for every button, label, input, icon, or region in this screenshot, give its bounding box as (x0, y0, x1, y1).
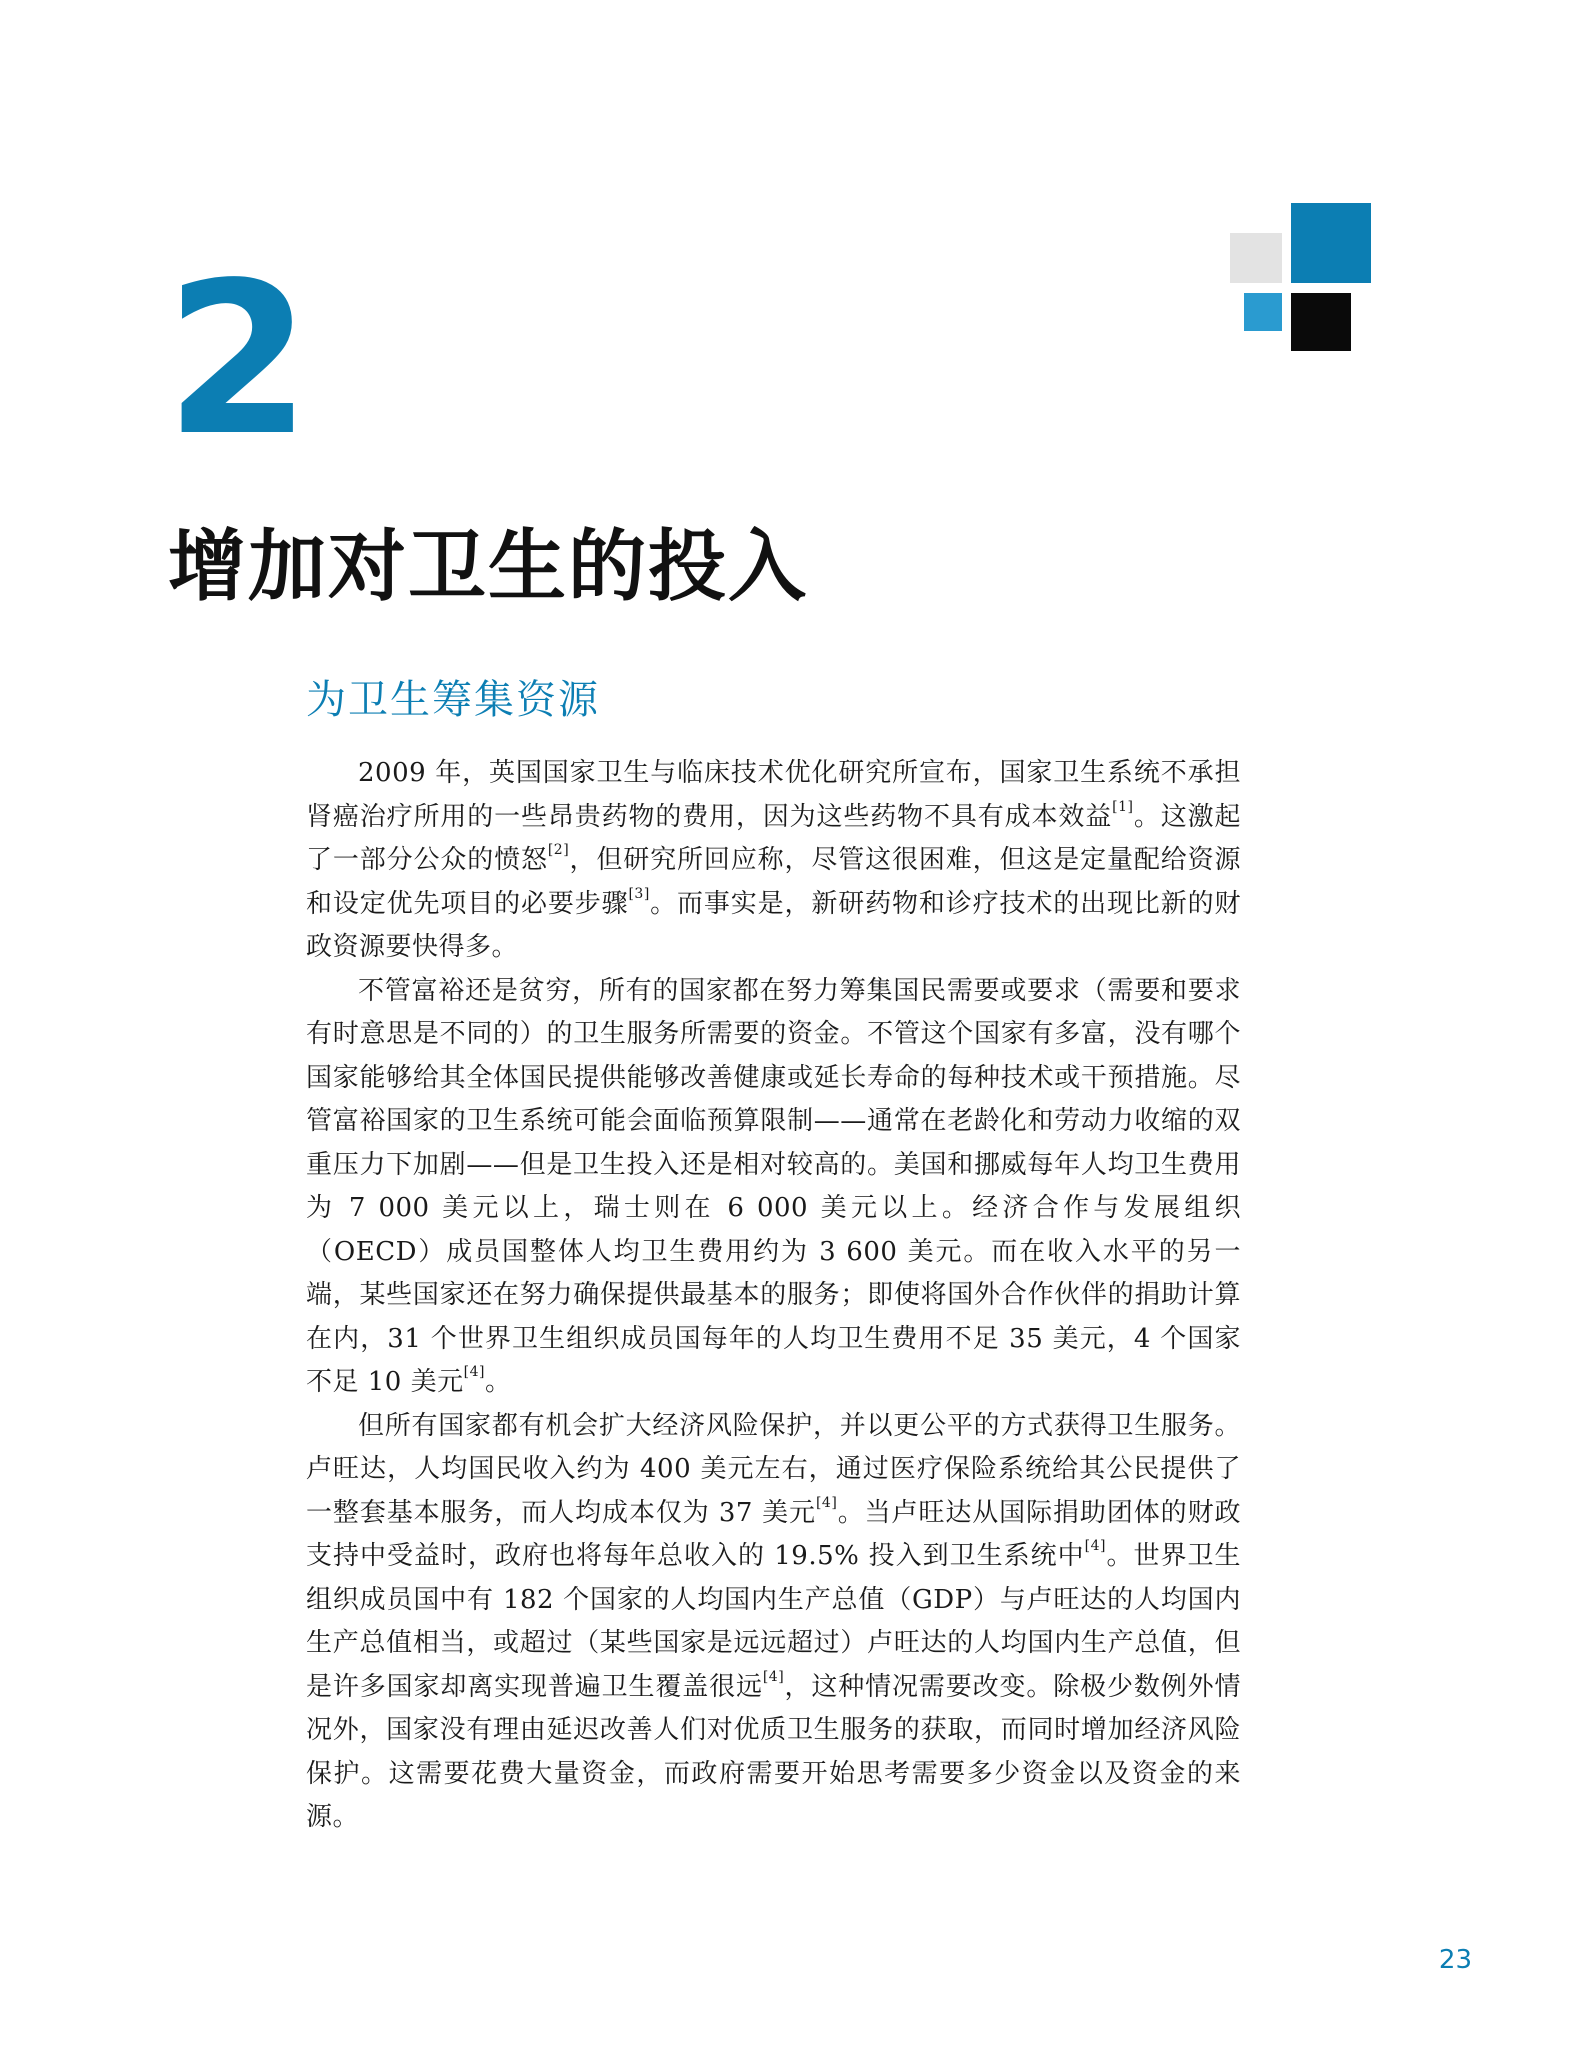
citation-ref: [4] (1084, 1538, 1106, 1554)
decorative-square-light-blue (1244, 293, 1282, 331)
paragraph-text: 。这激起了一部分公众的愤怒 (306, 801, 1241, 875)
decorative-square-black (1291, 293, 1351, 351)
chapter-title: 增加对卫生的投入 (168, 521, 809, 612)
body-text (306, 752, 1241, 1840)
paragraph-text: 。世界卫生组织成员国中有 182 个国家的人均国内生产总值（GDP）与卢旺达的人均国内生产总值相当，或超过（某些国家是远远超过）卢旺达的人均国内生产总值，但是许多国家却离实现普遍卫生覆盖很远 (306, 1541, 1241, 1702)
citation-ref: [4] (815, 1494, 838, 1511)
citation-ref: [4] (762, 1668, 785, 1685)
paragraph-text: 。当卢旺达从国际捐助团体的财政支持中受益时，政府也将每年总收入的 19.5% 投入到卫生系统中 (306, 1497, 1241, 1571)
paragraph-3 (306, 1405, 1241, 1840)
paragraph-1 (306, 752, 1241, 970)
citation-ref: [2] (547, 842, 570, 858)
citation-ref: [4] (463, 1364, 485, 1380)
paragraph-text: 但所有国家都有机会扩大经济风险保护，并以更公平的方式获得卫生服务。卢旺达，人均国民收入约为 400 美元左右，通过医疗保险系统给其公民提供了一整套基本服务，而人均成本仅为 37 美元 (306, 1410, 1241, 1528)
citation-ref: [3] (628, 885, 650, 902)
section-heading: 为卫生筹集资源 (306, 677, 600, 723)
paragraph-text: 不管富裕还是贫穷，所有的国家都在努力筹集国民需要或要求（需要和要求有时意思是不同的）的卫生服务所需要的资金。不管这个国家有多富，没有哪个国家能够给其全体国民提供能够改善健康或延长寿命的每种技术或干预措施。尽管富裕国家的卫生系统可能会面临预算限制——通常在老龄化和劳动力收缩的双重压力下加剧——但是卫生投入还是相对较高的。美国和挪威每年人均卫生费用为 7 000 美元以上，瑞士则在 6 000 美元以上。经济合作与发展组织（OECD）成员国整体人均卫生费用约为 3 600 美元。而在收入水平的另一端，某些国家还在努力确保提供最基本的服务；即使将国外合作伙伴的捐助计算在内，31 个世界卫生组织成员国每年的人均卫生费用不足 35 美元，4 个国家不足 10 美元 (306, 975, 1241, 1397)
page-number: 23 (1438, 1945, 1472, 1975)
chapter-number: 2 (165, 237, 308, 482)
decorative-square-gray (1230, 233, 1282, 283)
paragraph-text: 2009 年，英国国家卫生与临床技术优化研究所宣布，国家卫生系统不承担肾癌治疗所用的一些昂贵药物的费用，因为这些药物不具有成本效益 (306, 758, 1241, 832)
paragraph-text: 。 (484, 1367, 512, 1397)
paragraph-2 (306, 970, 1241, 1405)
citation-ref: [1] (1112, 798, 1134, 815)
paragraph-text: 。而事实是，新研药物和诊疗技术的出现比新的财政资源要快得多。 (306, 888, 1241, 962)
paragraph-text: ，但研究所回应称，尽管这很困难，但这是定量配给资源和设定优先项目的必要步骤 (306, 845, 1241, 919)
paragraph-text: ，这种情况需要改变。除极少数例外情况外，国家没有理由延迟改善人们对优质卫生服务的获取，而同时增加经济风险保护。这需要花费大量资金，而政府需要开始思考需要多少资金以及资金的来源。 (306, 1671, 1241, 1832)
decorative-square-blue (1291, 203, 1371, 283)
